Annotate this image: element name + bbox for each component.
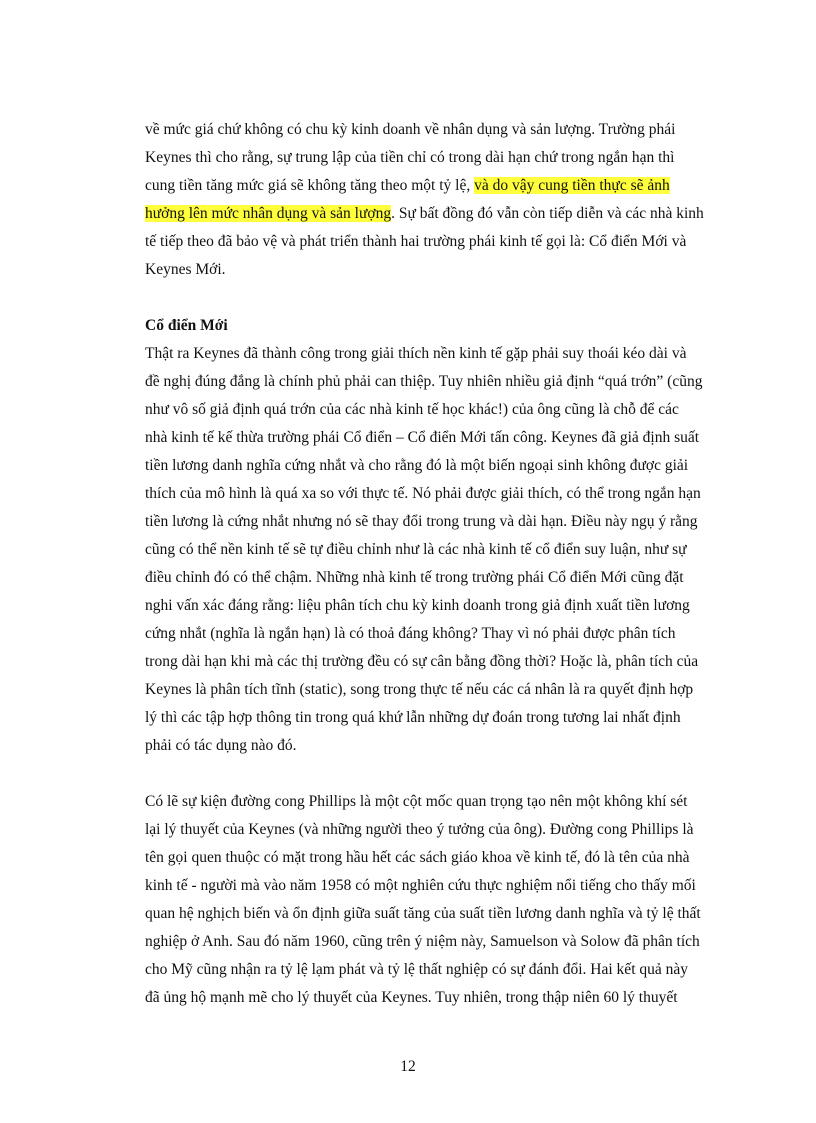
paragraph-3-line: Có lẽ sự kiện đường cong Phillips là một cột mốc quan trọng tạo nên một không khí sét xyxy=(145,793,688,810)
paragraph-1-line-4 xyxy=(145,204,704,224)
paragraph-2-line: nghi vấn xác đáng rằng: liệu phân tích chu kỳ kinh doanh trong giả định xuất tiền lương xyxy=(145,597,690,614)
paragraph-1-line-5: tế tiếp theo đã bảo vệ và phát triển thành hai trường phái kinh tế gọi là: Cổ điển Mới và xyxy=(145,233,687,250)
paragraph-2-line: nhà kinh tế kế thừa trường phái Cổ điển – Cổ điển Mới tấn công. Keynes đã giả định suất xyxy=(145,429,700,446)
paragraph-2-line: điều chỉnh đó có thể chậm. Những nhà kinh tế trong trường phái Cổ điển Mới cũng đặt xyxy=(145,569,684,586)
paragraph-1-line-4-text: . Sự bất đồng đó vẫn còn tiếp diễn và các nhà kinh xyxy=(391,205,704,222)
paragraph-2-line: trong dài hạn khi mà các thị trường đều có sự cân bằng đồng thời? Hoặc là, phân tích của xyxy=(145,653,699,670)
paragraph-2-line: phải có tác dụng nào đó. xyxy=(145,737,297,754)
paragraph-3-line: đã ủng hộ mạnh mẽ cho lý thuyết của Keynes. Tuy nhiên, trong thập niên 60 lý thuyết xyxy=(145,989,678,1006)
paragraph-2-line: tiền lương là cứng nhắt nhưng nó sẽ thay đổi trong trung và dài hạn. Điều này ngụ ý rằng xyxy=(145,513,698,530)
paragraph-1-line-6: Keynes Mới. xyxy=(145,261,226,278)
paragraph-2-line: lý thì các tập hợp thông tin trong quá khứ lẫn những dự đoán trong tương lai nhất định xyxy=(145,709,681,726)
highlighted-text-2: hưởng lên mức nhân dụng và sản lượng xyxy=(145,205,392,222)
paragraph-1-line-3-text: cung tiền tăng mức giá sẽ không tăng theo một tỷ lệ, xyxy=(145,177,475,194)
paragraph-2-line: tiền lương danh nghĩa cứng nhắt và cho rằng đó là một biến ngoại sinh không được giải xyxy=(145,457,689,474)
paragraph-2-line: đề nghị đúng đắng là chính phủ phải can thiệp. Tuy nhiên nhiều giả định “quá trớn” (cũng xyxy=(145,373,703,390)
paragraph-3-line: lại lý thuyết của Keynes (và những người theo ý tưởng của ông). Đường cong Phillips là xyxy=(145,821,694,838)
paragraph-3-line: kinh tế - người mà vào năm 1958 có một nghiên cứu thực nghiệm nổi tiếng cho thấy mối xyxy=(145,877,696,894)
paragraph-3-line: cho Mỹ cũng nhận ra tỷ lệ lạm phát và tỷ lệ thất nghiệp có sự đánh đổi. Hai kết quả này xyxy=(145,961,689,978)
paragraph-2-line: thích của mô hình là quá xa so với thực tế. Nó phải được giải thích, có thể trong ngắn hạn xyxy=(145,485,701,502)
paragraph-1-line-3 xyxy=(145,176,670,196)
section-heading: Cổ điển Mới xyxy=(145,317,228,334)
paragraph-1-line-1: về mức giá chứ không có chu kỳ kinh doanh về nhân dụng và sản lượng. Trường phái xyxy=(145,121,676,138)
paragraph-2-line: Keynes là phân tích tĩnh (static), song trong thực tế nếu các cá nhân là ra quyết định hợp xyxy=(145,681,694,698)
paragraph-2-line: cứng nhắt (nghĩa là ngắn hạn) là có thoả đáng không? Thay vì nó phải được phân tích xyxy=(145,625,676,642)
paragraph-3-line: nghiệp ở Anh. Sau đó năm 1960, cũng trên ý niệm này, Samuelson và Solow đã phân tích xyxy=(145,933,700,950)
paragraph-1-line-2: Keynes thì cho rằng, sự trung lập của tiền chỉ có trong dài hạn chứ trong ngắn hạn thì xyxy=(145,149,675,166)
paragraph-3-line: tên gọi quen thuộc có mặt trong hầu hết các sách giáo khoa về kinh tế, đó là tên của nhà xyxy=(145,849,690,866)
highlighted-text-1: và do vậy cung tiền thực sẽ ảnh xyxy=(474,177,670,194)
paragraph-2-line: như vô số giả định quá trớn của các nhà kinh tế học khác!) của ông cũng là chỗ để các xyxy=(145,401,679,418)
paragraph-2-line: cũng có thể nền kinh tế sẽ tự điều chỉnh như là các nhà kinh tế cổ điển suy luận, như sự xyxy=(145,541,687,558)
page-number: 12 xyxy=(400,1058,416,1075)
paragraph-3-line: quan hệ nghịch biến và ổn định giữa suất tăng của suất tiền lương danh nghĩa và tỷ lệ thất xyxy=(145,905,701,922)
paragraph-2-line: Thật ra Keynes đã thành công trong giải thích nền kinh tế gặp phải suy thoái kéo dài và xyxy=(145,345,687,362)
